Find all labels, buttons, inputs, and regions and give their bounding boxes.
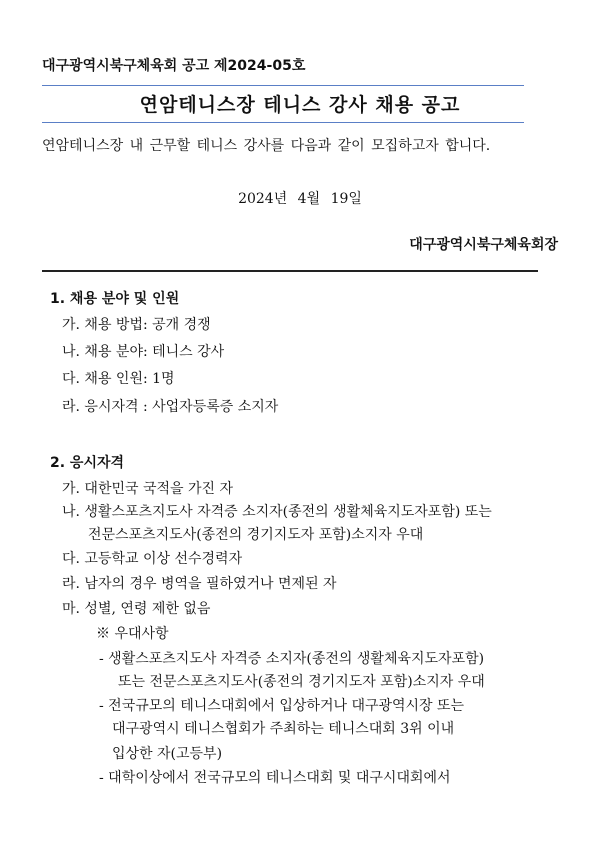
notice-date: 2024년 4월 19일: [238, 191, 362, 207]
section-2-item: 마. 성별, 연령 제한 없음: [62, 601, 211, 617]
section-2-item: 나. 생활스포츠지도사 자격증 소지자(종전의 생활체육지도자포함) 또는: [62, 504, 492, 520]
preference-item: - 전국규모의 테니스대회에서 입상하거나 대구광역시장 또는: [99, 698, 465, 714]
preference-item: - 대학이상에서 전국규모의 테니스대회 및 대구시대회에서: [99, 770, 451, 786]
section-1-item: 라. 응시자격 : 사업자등록증 소지자: [62, 399, 279, 415]
preference-item-cont: 입상한 자(고등부): [112, 746, 223, 762]
page-title: 연암테니스장 테니스 강사 채용 공고: [139, 94, 461, 116]
section-1-item: 가. 채용 방법: 공개 경쟁: [62, 317, 211, 333]
section-2-item: 가. 대한민국 국적을 가진 자: [62, 481, 234, 497]
intro-text: 연암테니스장 내 근무할 테니스 강사를 다음과 같이 모집하고자 합니다.: [42, 138, 491, 154]
section-2-heading: 2. 응시자격: [50, 455, 125, 471]
section-2-item-cont: 전문스포츠지도사(종전의 경기지도자 포함)소지자 우대: [88, 527, 424, 543]
preference-title: ※ 우대사항: [96, 626, 169, 642]
section-1-item: 다. 채용 인원: 1명: [62, 371, 175, 387]
divider: [42, 270, 538, 272]
section-2-item: 라. 남자의 경우 병역을 필하였거나 면제된 자: [62, 576, 337, 592]
preference-item: - 생활스포츠지도사 자격증 소지자(종전의 생활체육지도자포함): [99, 651, 485, 667]
notice-number: 대구광역시북구체육회 공고 제2024-05호: [42, 58, 306, 74]
title-rule-top: [42, 85, 524, 86]
title-rule-bottom: [42, 122, 524, 123]
organization-name: 대구광역시북구체육회장: [409, 237, 558, 253]
section-1-heading: 1. 채용 분야 및 인원: [50, 291, 180, 307]
section-2-item: 다. 고등학교 이상 선수경력자: [62, 551, 243, 567]
preference-item-cont: 대구광역시 테니스협회가 주최하는 테니스대회 3위 이내: [112, 721, 455, 737]
section-1-item: 나. 채용 분야: 테니스 강사: [62, 344, 225, 360]
preference-item-cont: 또는 전문스포츠지도사(종전의 경기지도자 포함)소지자 우대: [118, 674, 485, 690]
